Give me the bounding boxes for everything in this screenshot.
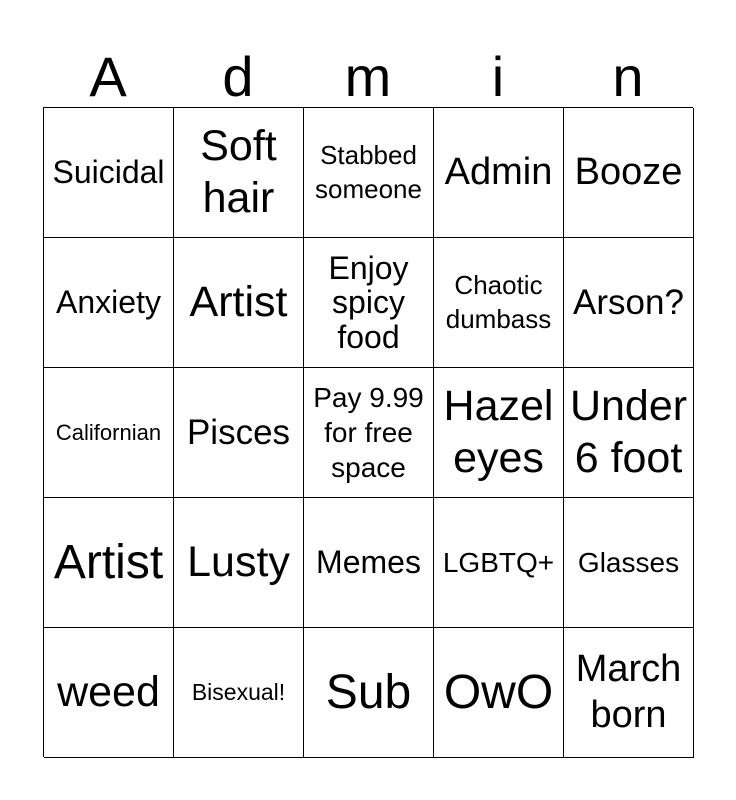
bingo-header	[43, 40, 693, 108]
bingo-cell[interactable]: Soft hair	[174, 108, 304, 238]
bingo-cell[interactable]: Arson?	[564, 238, 694, 368]
bingo-cell[interactable]: Pay 9.99 for free space	[304, 368, 434, 498]
bingo-cell[interactable]: Booze	[564, 108, 694, 238]
bingo-cell[interactable]: Pisces	[174, 368, 304, 498]
bingo-cell[interactable]: Hazel eyes	[434, 368, 564, 498]
bingo-cell[interactable]: Suicidal	[44, 108, 174, 238]
header-letter: n	[612, 45, 644, 108]
bingo-cell[interactable]: Admin	[434, 108, 564, 238]
bingo-board	[43, 107, 693, 757]
bingo-cell[interactable]: March born	[564, 628, 694, 758]
bingo-cell[interactable]: Anxiety	[44, 238, 174, 368]
bingo-cell[interactable]: Lusty	[174, 498, 304, 628]
bingo-cell[interactable]: Under 6 foot	[564, 368, 694, 498]
header-letter: i	[491, 45, 505, 108]
header-letter: d	[222, 45, 254, 108]
bingo-cell[interactable]: Stabbed someone	[304, 108, 434, 238]
bingo-cell[interactable]: Glasses	[564, 498, 694, 628]
bingo-cell[interactable]: Chaotic dumbass	[434, 238, 564, 368]
bingo-cell[interactable]: Sub	[304, 628, 434, 758]
header-letter: m	[344, 45, 392, 108]
bingo-cell[interactable]: Artist	[174, 238, 304, 368]
bingo-cell[interactable]: Artist	[44, 498, 174, 628]
bingo-cell[interactable]: Memes	[304, 498, 434, 628]
bingo-cell[interactable]: weed	[44, 628, 174, 758]
header-letter: A	[89, 45, 127, 108]
bingo-cell[interactable]: Enjoy spicy food	[304, 238, 434, 368]
bingo-cell[interactable]: OwO	[434, 628, 564, 758]
bingo-cell[interactable]: LGBTQ+	[434, 498, 564, 628]
bingo-cell[interactable]: Bisexual!	[174, 628, 304, 758]
bingo-cell[interactable]: Californian	[44, 368, 174, 498]
